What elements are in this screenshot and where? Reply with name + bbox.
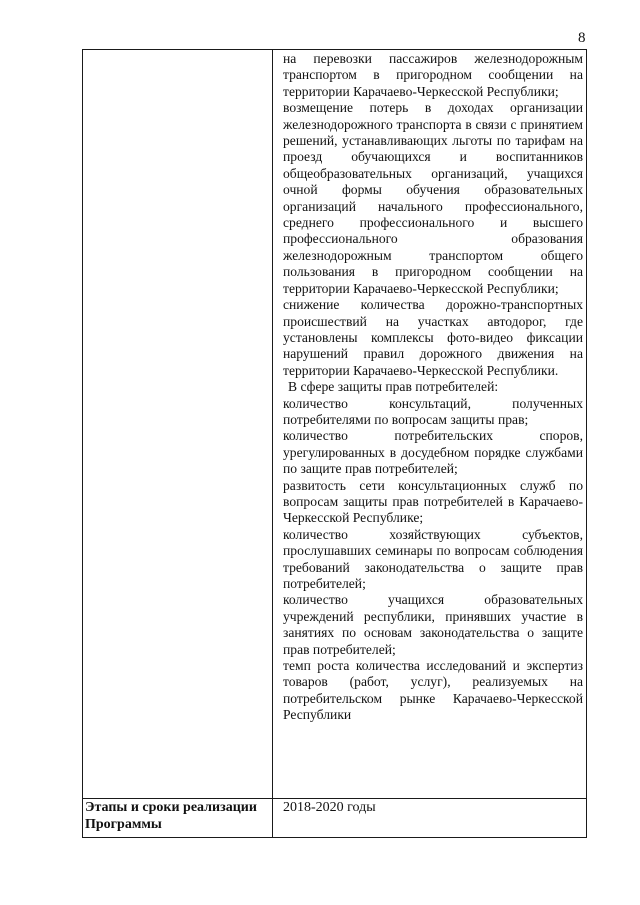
indicator-text: снижение количества дорожно-транспортных происшествий на участках автодорог, где установлены комплексы фото-видео фиксации нарушений правил дорожного движения на территории Карачаево-Черкесской Республики. <box>283 297 583 378</box>
indicator-text: количество хозяйствующих субъектов, прослушавших семинары по вопросам соблюдения требований законодательства о защите прав потребителей; <box>283 526 583 591</box>
indicator-text: темп роста количества исследований и экспертиз товаров (работ, услуг), реализуемых на потребительском рынке Карачаево-Черкесской Республики <box>283 658 583 723</box>
indicator-text: развитость сети консультационных служб по вопросам защиты прав потребителей в Карачаево-Черкесской Республике; <box>283 477 583 526</box>
indicator-text: на перевозки пассажиров железнодорожным транспортом в пригородном сообщении на территории Карачаево-Черкесской Республики; <box>283 51 583 99</box>
indicator-text: количество учащихся образовательных учреждений республики, принявших участие в занятиях по основам законодательства о защите прав потребителей; <box>283 592 583 657</box>
column-divider <box>272 49 273 837</box>
indicator-text: возмещение потерь в доходах организации железнодорожного транспорта в связи с принятием решений, устанавливающих льготы по тарифам на проезд обучающихся и воспитанников общеобразовательных организаций, учащихся очной формы обучения образовательных организаций начального профессионального, среднего профессионального и высшего профессионального образования железнодорожным транспортом общего пользования в пригородном сообщении на территории Карачаево-Черкесской Республики; <box>283 100 583 296</box>
indicator-text: количество консультаций, полученных потребителями по вопросам защиты прав; <box>283 395 583 427</box>
stages-label: Этапы и сроки реализации Программы <box>85 800 257 832</box>
section-heading: В сфере защиты прав потребителей: <box>288 379 499 395</box>
indicator-text: количество потребительских споров, урегулированных в досудебном порядке службами по защите прав потребителей; <box>283 428 583 477</box>
row-divider <box>82 798 586 799</box>
stages-value: 2018-2020 годы <box>283 800 376 815</box>
indicators-cell <box>283 51 583 724</box>
page-number: 8 <box>578 30 586 46</box>
